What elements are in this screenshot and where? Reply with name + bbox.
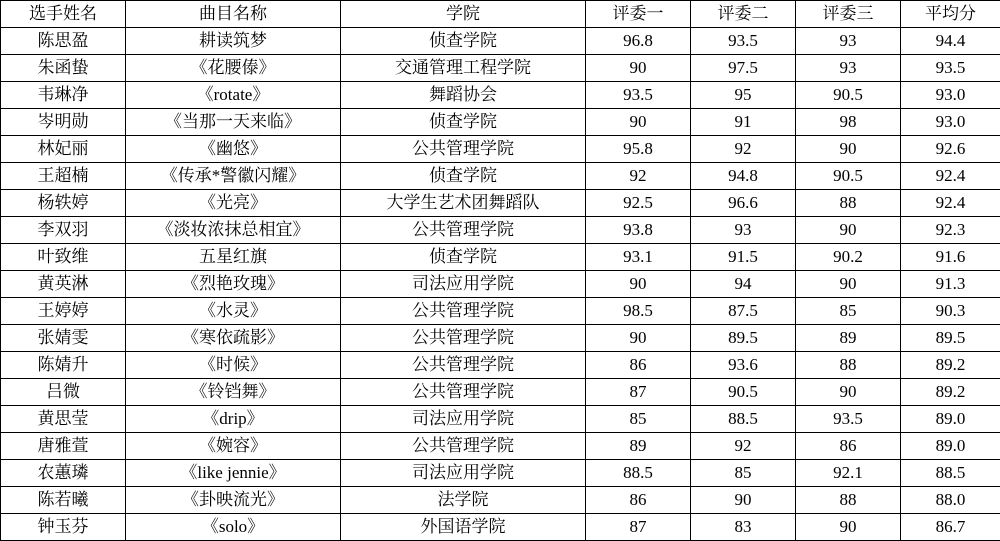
cell-contestant-name: 陈若曦: [1, 487, 126, 514]
column-header-judge-1: 评委一: [586, 1, 691, 28]
cell-judge-1: 92.5: [586, 190, 691, 217]
cell-judge-1: 85: [586, 406, 691, 433]
cell-judge-1: 89: [586, 433, 691, 460]
cell-song-title: 《铃铛舞》: [126, 379, 341, 406]
cell-judge-2: 85: [691, 460, 796, 487]
cell-song-title: 《婉容》: [126, 433, 341, 460]
column-header-judge-3: 评委三: [796, 1, 901, 28]
cell-average-score: 90.3: [901, 298, 1000, 325]
cell-average-score: 89.2: [901, 379, 1000, 406]
cell-judge-2: 90.5: [691, 379, 796, 406]
cell-average-score: 92.6: [901, 136, 1000, 163]
cell-college: 侦查学院: [341, 163, 586, 190]
cell-college: 公共管理学院: [341, 379, 586, 406]
cell-judge-3: 90: [796, 136, 901, 163]
cell-college: 法学院: [341, 487, 586, 514]
cell-song-title: 《solo》: [126, 514, 341, 541]
cell-judge-1: 93.8: [586, 217, 691, 244]
cell-judge-1: 93.1: [586, 244, 691, 271]
table-row: [1, 460, 1000, 487]
cell-judge-2: 89.5: [691, 325, 796, 352]
cell-judge-2: 83: [691, 514, 796, 541]
cell-contestant-name: 陈思盈: [1, 28, 126, 55]
cell-judge-1: 98.5: [586, 298, 691, 325]
cell-judge-3: 92.1: [796, 460, 901, 487]
cell-contestant-name: 黄英淋: [1, 271, 126, 298]
cell-judge-1: 95.8: [586, 136, 691, 163]
cell-song-title: 《drip》: [126, 406, 341, 433]
cell-judge-2: 94: [691, 271, 796, 298]
cell-judge-3: 90: [796, 379, 901, 406]
cell-judge-1: 90: [586, 271, 691, 298]
cell-judge-3: 85: [796, 298, 901, 325]
cell-judge-1: 90: [586, 325, 691, 352]
cell-judge-1: 90: [586, 109, 691, 136]
cell-contestant-name: 黄思莹: [1, 406, 126, 433]
cell-contestant-name: 岑明勋: [1, 109, 126, 136]
cell-judge-1: 92: [586, 163, 691, 190]
table-row: [1, 55, 1000, 82]
cell-college: 公共管理学院: [341, 433, 586, 460]
cell-song-title: 《烈艳玫瑰》: [126, 271, 341, 298]
cell-judge-2: 87.5: [691, 298, 796, 325]
cell-contestant-name: 吕微: [1, 379, 126, 406]
cell-contestant-name: 李双羽: [1, 217, 126, 244]
cell-average-score: 89.0: [901, 406, 1000, 433]
cell-average-score: 93.0: [901, 82, 1000, 109]
table-row: [1, 406, 1000, 433]
cell-judge-1: 96.8: [586, 28, 691, 55]
table-row: [1, 352, 1000, 379]
cell-contestant-name: 唐雅萱: [1, 433, 126, 460]
cell-judge-2: 96.6: [691, 190, 796, 217]
cell-judge-3: 90.2: [796, 244, 901, 271]
column-header-contestant-name: 选手姓名: [1, 1, 126, 28]
cell-contestant-name: 张婧雯: [1, 325, 126, 352]
cell-judge-1: 86: [586, 487, 691, 514]
cell-judge-1: 90: [586, 55, 691, 82]
cell-average-score: 89.2: [901, 352, 1000, 379]
cell-average-score: 89.0: [901, 433, 1000, 460]
cell-average-score: 86.7: [901, 514, 1000, 541]
table-row: [1, 298, 1000, 325]
cell-judge-2: 92: [691, 433, 796, 460]
cell-judge-3: 88: [796, 190, 901, 217]
cell-judge-2: 95: [691, 82, 796, 109]
cell-college: 侦查学院: [341, 28, 586, 55]
table-row: [1, 325, 1000, 352]
cell-judge-2: 93.5: [691, 28, 796, 55]
table-row: [1, 109, 1000, 136]
table-row: [1, 217, 1000, 244]
cell-song-title: 《幽悠》: [126, 136, 341, 163]
cell-song-title: 《寒依疏影》: [126, 325, 341, 352]
cell-judge-3: 88: [796, 487, 901, 514]
cell-average-score: 89.5: [901, 325, 1000, 352]
cell-song-title: 五星红旗: [126, 244, 341, 271]
cell-average-score: 92.4: [901, 163, 1000, 190]
cell-college: 公共管理学院: [341, 325, 586, 352]
cell-judge-2: 94.8: [691, 163, 796, 190]
cell-judge-3: 90.5: [796, 163, 901, 190]
cell-song-title: 《花腰傣》: [126, 55, 341, 82]
cell-judge-3: 90: [796, 217, 901, 244]
cell-contestant-name: 叶致维: [1, 244, 126, 271]
column-header-song-title: 曲目名称: [126, 1, 341, 28]
cell-contestant-name: 王婷婷: [1, 298, 126, 325]
cell-contestant-name: 陈婧升: [1, 352, 126, 379]
table-row: [1, 82, 1000, 109]
cell-college: 公共管理学院: [341, 136, 586, 163]
table-row: [1, 163, 1000, 190]
cell-contestant-name: 农蕙璘: [1, 460, 126, 487]
cell-judge-3: 93: [796, 55, 901, 82]
cell-judge-2: 93: [691, 217, 796, 244]
cell-contestant-name: 韦琳净: [1, 82, 126, 109]
cell-college: 公共管理学院: [341, 352, 586, 379]
cell-song-title: 《卦映流光》: [126, 487, 341, 514]
table-row: [1, 190, 1000, 217]
cell-contestant-name: 杨轶婷: [1, 190, 126, 217]
table-row: [1, 514, 1000, 541]
cell-song-title: 耕读筑梦: [126, 28, 341, 55]
cell-judge-3: 90.5: [796, 82, 901, 109]
cell-judge-2: 92: [691, 136, 796, 163]
cell-song-title: 《rotate》: [126, 82, 341, 109]
column-header-college: 学院: [341, 1, 586, 28]
cell-judge-3: 90: [796, 514, 901, 541]
table-row: [1, 244, 1000, 271]
cell-song-title: 《时候》: [126, 352, 341, 379]
cell-judge-1: 86: [586, 352, 691, 379]
cell-judge-2: 91.5: [691, 244, 796, 271]
table-row: [1, 28, 1000, 55]
cell-judge-3: 93.5: [796, 406, 901, 433]
cell-college: 大学生艺术团舞蹈队: [341, 190, 586, 217]
cell-judge-3: 90: [796, 271, 901, 298]
cell-college: 司法应用学院: [341, 271, 586, 298]
cell-college: 司法应用学院: [341, 460, 586, 487]
cell-average-score: 88.0: [901, 487, 1000, 514]
cell-average-score: 91.3: [901, 271, 1000, 298]
cell-song-title: 《淡妆浓抹总相宜》: [126, 217, 341, 244]
cell-college: 舞蹈协会: [341, 82, 586, 109]
cell-judge-1: 87: [586, 379, 691, 406]
cell-average-score: 93.0: [901, 109, 1000, 136]
cell-college: 交通管理工程学院: [341, 55, 586, 82]
cell-contestant-name: 钟玉芬: [1, 514, 126, 541]
cell-judge-2: 90: [691, 487, 796, 514]
cell-college: 公共管理学院: [341, 217, 586, 244]
cell-song-title: 《传承*警徽闪耀》: [126, 163, 341, 190]
cell-college: 外国语学院: [341, 514, 586, 541]
cell-average-score: 93.5: [901, 55, 1000, 82]
cell-average-score: 91.6: [901, 244, 1000, 271]
cell-contestant-name: 王超楠: [1, 163, 126, 190]
cell-average-score: 94.4: [901, 28, 1000, 55]
cell-judge-2: 93.6: [691, 352, 796, 379]
cell-judge-3: 88: [796, 352, 901, 379]
cell-judge-1: 87: [586, 514, 691, 541]
cell-average-score: 88.5: [901, 460, 1000, 487]
cell-contestant-name: 朱函蛰: [1, 55, 126, 82]
cell-average-score: 92.4: [901, 190, 1000, 217]
column-header-average-score: 平均分: [901, 1, 1000, 28]
cell-contestant-name: 林妃丽: [1, 136, 126, 163]
column-header-judge-2: 评委二: [691, 1, 796, 28]
cell-college: 侦查学院: [341, 109, 586, 136]
table-row: [1, 136, 1000, 163]
cell-judge-3: 93: [796, 28, 901, 55]
cell-song-title: 《like jennie》: [126, 460, 341, 487]
table-row: [1, 271, 1000, 298]
cell-judge-2: 88.5: [691, 406, 796, 433]
cell-judge-3: 86: [796, 433, 901, 460]
cell-judge-2: 91: [691, 109, 796, 136]
cell-song-title: 《水灵》: [126, 298, 341, 325]
cell-song-title: 《当那一天来临》: [126, 109, 341, 136]
cell-judge-1: 88.5: [586, 460, 691, 487]
table-header-row: [1, 1, 1000, 28]
cell-judge-3: 89: [796, 325, 901, 352]
cell-judge-2: 97.5: [691, 55, 796, 82]
cell-average-score: 92.3: [901, 217, 1000, 244]
table-row: [1, 433, 1000, 460]
cell-judge-1: 93.5: [586, 82, 691, 109]
cell-college: 司法应用学院: [341, 406, 586, 433]
table-row: [1, 487, 1000, 514]
cell-judge-3: 98: [796, 109, 901, 136]
cell-college: 侦查学院: [341, 244, 586, 271]
cell-song-title: 《光亮》: [126, 190, 341, 217]
table-row: [1, 379, 1000, 406]
table-body: [1, 28, 1000, 541]
cell-college: 公共管理学院: [341, 298, 586, 325]
